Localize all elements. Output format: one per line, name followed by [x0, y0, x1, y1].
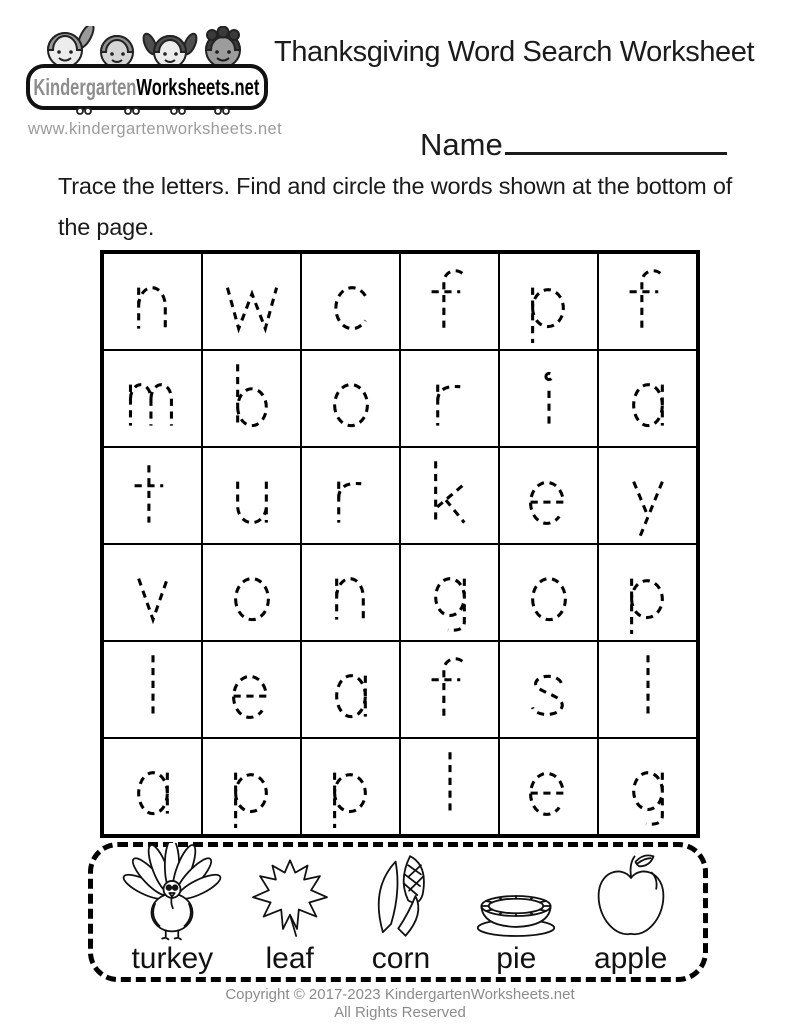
word-bank-item-corn	[355, 849, 447, 975]
grid-cell-r5c5	[499, 641, 598, 738]
trace-letter-c	[318, 259, 384, 345]
trace-letter-a	[615, 356, 681, 442]
trace-letter-p	[318, 744, 384, 830]
grid-cell-r6c6	[598, 738, 697, 835]
grid-cell-r5c1	[103, 641, 202, 738]
grid-cell-r6c5	[499, 738, 598, 835]
word-bank-item-leaf	[244, 855, 336, 975]
grid-cell-r3c6	[598, 447, 697, 544]
name-row	[420, 122, 727, 163]
grid-cell-r4c1	[103, 544, 202, 641]
grid-cell-r1c3	[301, 253, 400, 350]
grid-cell-r4c6	[598, 544, 697, 641]
grid-cell-r2c5	[499, 350, 598, 447]
letter-grid	[100, 250, 700, 838]
grid-cell-r4c5	[499, 544, 598, 641]
grid-cell-r2c6	[598, 350, 697, 447]
trace-letter-o	[516, 550, 582, 636]
trace-letter-f	[615, 259, 681, 345]
trace-letter-m	[120, 356, 186, 442]
grid-cell-r2c3	[301, 350, 400, 447]
trace-letter-g	[615, 744, 681, 830]
trace-letter-o	[318, 356, 384, 442]
page-title: Thanksgiving Word Search Worksheet	[274, 36, 755, 68]
trace-letter-n	[318, 550, 384, 636]
grid-cell-r1c6	[598, 253, 697, 350]
turkey-icon	[120, 843, 224, 943]
word-bank-label: corn	[371, 942, 431, 975]
grid-cell-r3c3	[301, 447, 400, 544]
trace-letter-o	[219, 550, 285, 636]
trace-letter-y	[615, 453, 681, 539]
leaf-icon	[244, 855, 336, 943]
grid-cell-r5c3	[301, 641, 400, 738]
grid-cell-r1c5	[499, 253, 598, 350]
trace-letter-u	[219, 453, 285, 539]
trace-letter-n	[120, 259, 186, 345]
trace-letter-l	[417, 744, 483, 830]
grid-cell-r6c4	[400, 738, 499, 835]
kid-boy-gray	[101, 36, 133, 68]
grid-cell-r6c1	[103, 738, 202, 835]
grid-cell-r6c3	[301, 738, 400, 835]
trace-letter-e	[219, 647, 285, 733]
trace-letter-p	[615, 550, 681, 636]
copyright-line: Copyright © 2017-2023 KindergartenWorksheets.net	[225, 986, 575, 1003]
grid-cell-r1c1	[103, 253, 202, 350]
brand-gray: Kindergarten	[33, 75, 137, 101]
word-bank-label: leaf	[265, 942, 314, 975]
trace-letter-v	[120, 550, 186, 636]
trace-letter-t	[120, 453, 186, 539]
trace-letter-i	[516, 356, 582, 442]
word-bank-box	[88, 842, 708, 982]
trace-letter-f	[417, 647, 483, 733]
grid-cell-r2c4	[400, 350, 499, 447]
trace-letter-p	[516, 259, 582, 345]
grid-cell-r1c2	[202, 253, 301, 350]
grid-cell-r4c2	[202, 544, 301, 641]
word-bank-label: apple	[593, 942, 668, 975]
grid-cell-r3c1	[103, 447, 202, 544]
kindergartenworksheets-logo	[24, 26, 270, 120]
logo-sign	[28, 66, 266, 108]
name-label: Name	[420, 127, 503, 162]
trace-letter-g	[417, 550, 483, 636]
grid-cell-r4c4	[400, 544, 499, 641]
grid-cell-r2c2	[202, 350, 301, 447]
trace-letter-f	[417, 259, 483, 345]
grid-cell-r6c2	[202, 738, 301, 835]
apple-icon	[586, 849, 676, 943]
trace-letter-a	[120, 744, 186, 830]
website-url: www.kindergartenworksheets.net	[28, 120, 283, 138]
trace-letter-a	[318, 647, 384, 733]
word-bank-label: pie	[496, 942, 537, 975]
kid-boy-curly	[206, 27, 240, 68]
word-bank-label: turkey	[131, 942, 214, 975]
trace-letter-p	[219, 744, 285, 830]
grid-cell-r3c4	[400, 447, 499, 544]
grid-cell-r5c6	[598, 641, 697, 738]
instructions-text: Trace the letters. Find and circle the words shown at the bottom of the page.	[58, 173, 733, 240]
grid-cell-r5c2	[202, 641, 301, 738]
word-bank-item-pie	[466, 869, 566, 975]
brand-black: Worksheets.net	[136, 75, 260, 101]
svg-text:KindergartenWorksheets.net	[33, 75, 259, 100]
trace-letter-e	[516, 453, 582, 539]
grid-cell-r3c2	[202, 447, 301, 544]
trace-letter-l	[120, 647, 186, 733]
grid-cell-r5c4	[400, 641, 499, 738]
word-bank-item-apple	[586, 849, 676, 975]
rights-line: All Rights Reserved	[334, 1004, 466, 1021]
trace-letter-s	[516, 647, 582, 733]
trace-letter-k	[417, 453, 483, 539]
grid-cell-r1c4	[400, 253, 499, 350]
grid-cell-r2c1	[103, 350, 202, 447]
trace-letter-w	[219, 259, 285, 345]
name-blank-line	[505, 122, 727, 155]
trace-letter-e	[516, 744, 582, 830]
kid-girl-pigtails	[141, 32, 199, 68]
corn-icon	[355, 849, 447, 943]
trace-letter-r	[318, 453, 384, 539]
copyright-text	[0, 986, 800, 1022]
trace-letter-b	[219, 356, 285, 442]
word-bank-item-turkey	[120, 843, 224, 975]
grid-cell-r4c3	[301, 544, 400, 641]
grid-cell-r3c5	[499, 447, 598, 544]
kid-girl-ponytail	[48, 26, 97, 67]
trace-letter-l	[615, 647, 681, 733]
pie-icon	[466, 869, 566, 943]
trace-letter-r	[417, 356, 483, 442]
